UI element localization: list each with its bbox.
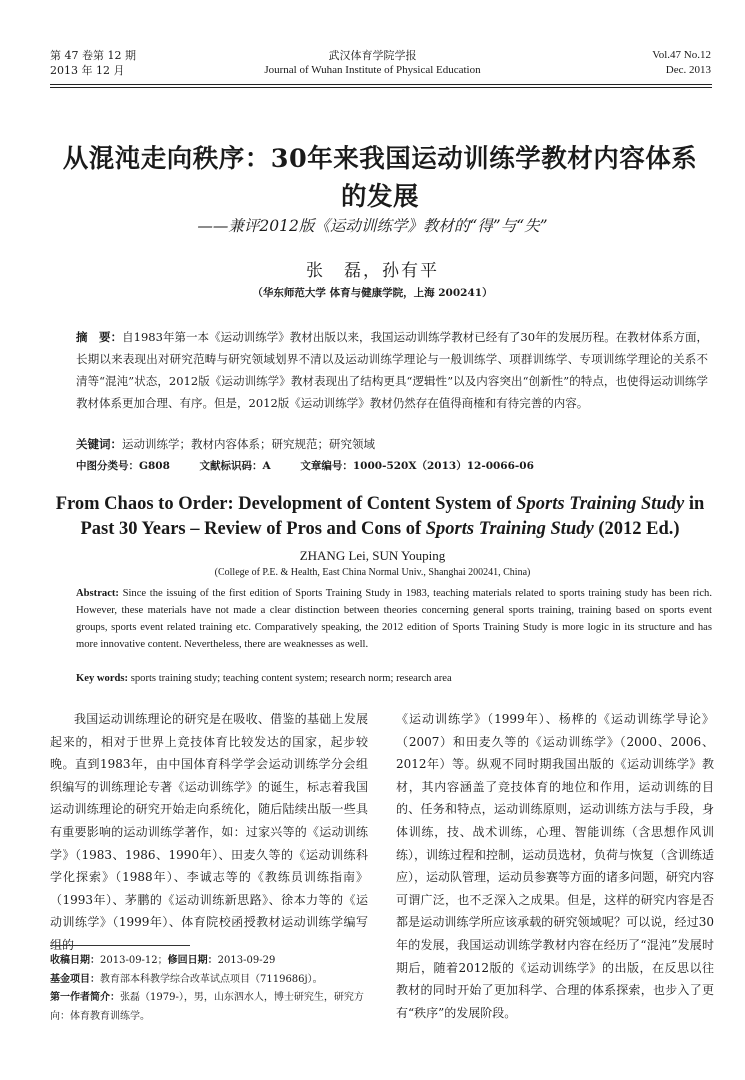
author-bio-text: 张磊（1979-），男，山东泗水人，博士研究生，研究方向：体育教育训练学。 (50, 992, 364, 1022)
abstract-en-text: Since the issuing of the first edition of Sports Training Study in 1983, teaching materials related to sports training study has been rich. However, these materials have not made a clear distinction between theories concerning general sports training, training based on sports event groups, sports event related training etc. Comparatively speaking, the 2012 edition of Sports Training Study is more logic in its structure and has more innovative content. Nevertheless, there are weaknesses as well. (76, 588, 712, 650)
header-rule-bottom (50, 87, 712, 88)
article-subtitle-cn: ——兼评2012版《运动训练学》教材的“得”与“失” (197, 217, 548, 235)
received-label: 收稿日期： (50, 955, 100, 966)
clc-number (76, 460, 170, 472)
title-en-line1-pre: From Chaos to Order: Development of Content System of (55, 494, 517, 514)
body-column-left (50, 708, 368, 957)
article-title-en (40, 492, 720, 542)
abstract-cn-label: 摘 要： (76, 330, 123, 344)
footnote-rule (50, 945, 190, 946)
title-en-line2-italic: Sports Training Study (425, 519, 594, 539)
abstract-cn-text: 自1983年第一本《运动训练学》教材出版以来，我国运动训练学教材已经有了30年的发展历程。在教材体系方面，长期以来表现出对研究范畴与研究领域划界不清以及运动训练学理论与一般训练学、项群训练学、专项训练学理论的关系不清等“混沌”状态，2012版《运动训练学》教材表现出了结构更具“逻辑性”以及内容突出“创新性”的特点，也使得运动训练学教材体系更加合理、有序。但是，2012版《运动训练学》教材仍然存在值得商榷和有待完善的内容。 (76, 330, 708, 410)
article-number (300, 460, 534, 472)
keywords-en (76, 670, 712, 687)
title-en-line2-pre: Past 30 Years – Review of Pros and Cons of (80, 519, 426, 539)
abstract-en (76, 585, 712, 653)
doc-label: 文献标识码： (199, 460, 263, 472)
classification-line (76, 455, 708, 477)
title-en-line2-post: (2012 Ed.) (593, 519, 680, 539)
header-volume-cn: 第 47 卷第 12 期 (50, 49, 136, 62)
abstract-cn (76, 326, 708, 414)
footnote-fund (50, 971, 368, 990)
footnotes (50, 952, 368, 1026)
footnote-author (50, 989, 368, 1026)
received-date: 2013-09-12； (100, 955, 168, 966)
title-cn-line1: 从混沌走向秩序：30年来我国运动训练学教材内容体系 (62, 144, 698, 174)
keywords-cn-label: 关键词： (76, 437, 122, 451)
fund-label: 基金项目： (50, 973, 100, 985)
keywords-en-label: Key words: (76, 673, 129, 684)
clc-value: G808 (139, 460, 170, 472)
keywords-cn (76, 433, 708, 455)
doc-value: A (262, 460, 271, 472)
body-paragraph-left: 我国运动训练理论的研究是在吸收、借鉴的基础上发展起来的，相对于世界上竞技体育比较发达的国家，起步较晚。直到1983年，由中国体育科学学会运动训练学分会组织编写的训练理论专著《运动训练学》的诞生，标志着我国运动训练理论的研究开始走向系统化，随后陆续出版一些具有重要影响的运动训练学著作，如：过家兴等的《运动训练学》（1983、1986、1990年）、田麦久等的《运动训练科学化探索》（1988年）、李诚志等的《教练员训练指南》（1993年）、茅鹏的《运动训练新思路》、徐本力等的《运动训练学》（1999年）、体育院校函授教材运动训练学编写组的 (50, 712, 368, 952)
header-journal (0, 48, 745, 78)
affiliation-cn: （华东师范大学 体育与健康学院，上海 200241） (252, 287, 493, 299)
author-bio-label: 第一作者简介： (50, 992, 120, 1003)
title-en-line1-italic: Sports Training Study (516, 494, 685, 514)
header-vol-en: Vol.47 No.12 (652, 49, 711, 61)
art-label: 文章编号： (300, 460, 353, 472)
clc-label: 中图分类号： (76, 460, 139, 472)
body-paragraph-right: 《运动训练学》（1999年）、杨桦的《运动训练学导论》（2007）和田麦久等的《运动训练学》（2000、2006、2012年）等。纵观不同时期我国出版的《运动训练学》教材，其内容涵盖了竞技体育的地位和作用，运动训练的目的、任务和特点，运动训练原则，运动训练方法与手段，身体训练，技、战术训练，心理、智能训练（含思想作风训练），训练过程和控制，运动员选材，负荷与恢复（含训练适应），运动队管理，运动员参赛等方面的诸多问题，研究内容可谓广泛，也不乏深入之成果。但是，这样的研究内容是否都是运动训练学所应该承载的研究领域呢？可以说，经过30年的发展，我国运动训练学教材内容在经历了“混沌”发展时期后，随着2012版的《运动训练学》的出版，在反思以往教材的同时开始了更加科学、合理的体系探索，也步入了更有“秩序”的发展阶段。 (396, 712, 715, 1020)
body-column-right (396, 708, 714, 1024)
title-en-line2 (40, 517, 720, 542)
header-volume-en (652, 48, 711, 78)
title-en-line1-post: in (684, 494, 705, 514)
title-cn-line2: 的发展 (340, 182, 419, 212)
authors-cn: 张 磊，孙有平 (306, 261, 439, 281)
abstract-en-label: Abstract: (76, 588, 119, 599)
fund-text: 教育部本科教学综合改革试点项目（7119686j）。 (100, 973, 323, 985)
art-value: 1000-520X（2013）12-0066-06 (352, 460, 534, 472)
revised-label: 修回日期： (167, 955, 218, 966)
article-title-cn (40, 140, 720, 216)
title-en-line1 (40, 492, 720, 517)
header-date-en: Dec. 2013 (665, 64, 711, 76)
header-journal-en: Journal of Wuhan Institute of Physical Education (264, 64, 481, 76)
authors-en: ZHANG Lei, SUN Youping (299, 548, 446, 563)
keywords-cn-text: 运动训练学；教材内容体系；研究规范；研究领域 (122, 437, 375, 451)
header-rule-top (50, 84, 712, 85)
keywords-en-text: sports training study; teaching content system; research norm; research area (128, 673, 452, 684)
footnote-dates (50, 952, 368, 971)
header-journal-cn: 武汉体育学院学报 (328, 49, 417, 62)
header-date-cn: 2013 年 12 月 (50, 64, 125, 77)
revised-date: 2013-09-29 (217, 955, 276, 966)
affiliation-en: (College of P.E. & Health, East China Normal Univ., Shanghai 200241, China) (214, 567, 531, 578)
document-code (200, 460, 271, 472)
